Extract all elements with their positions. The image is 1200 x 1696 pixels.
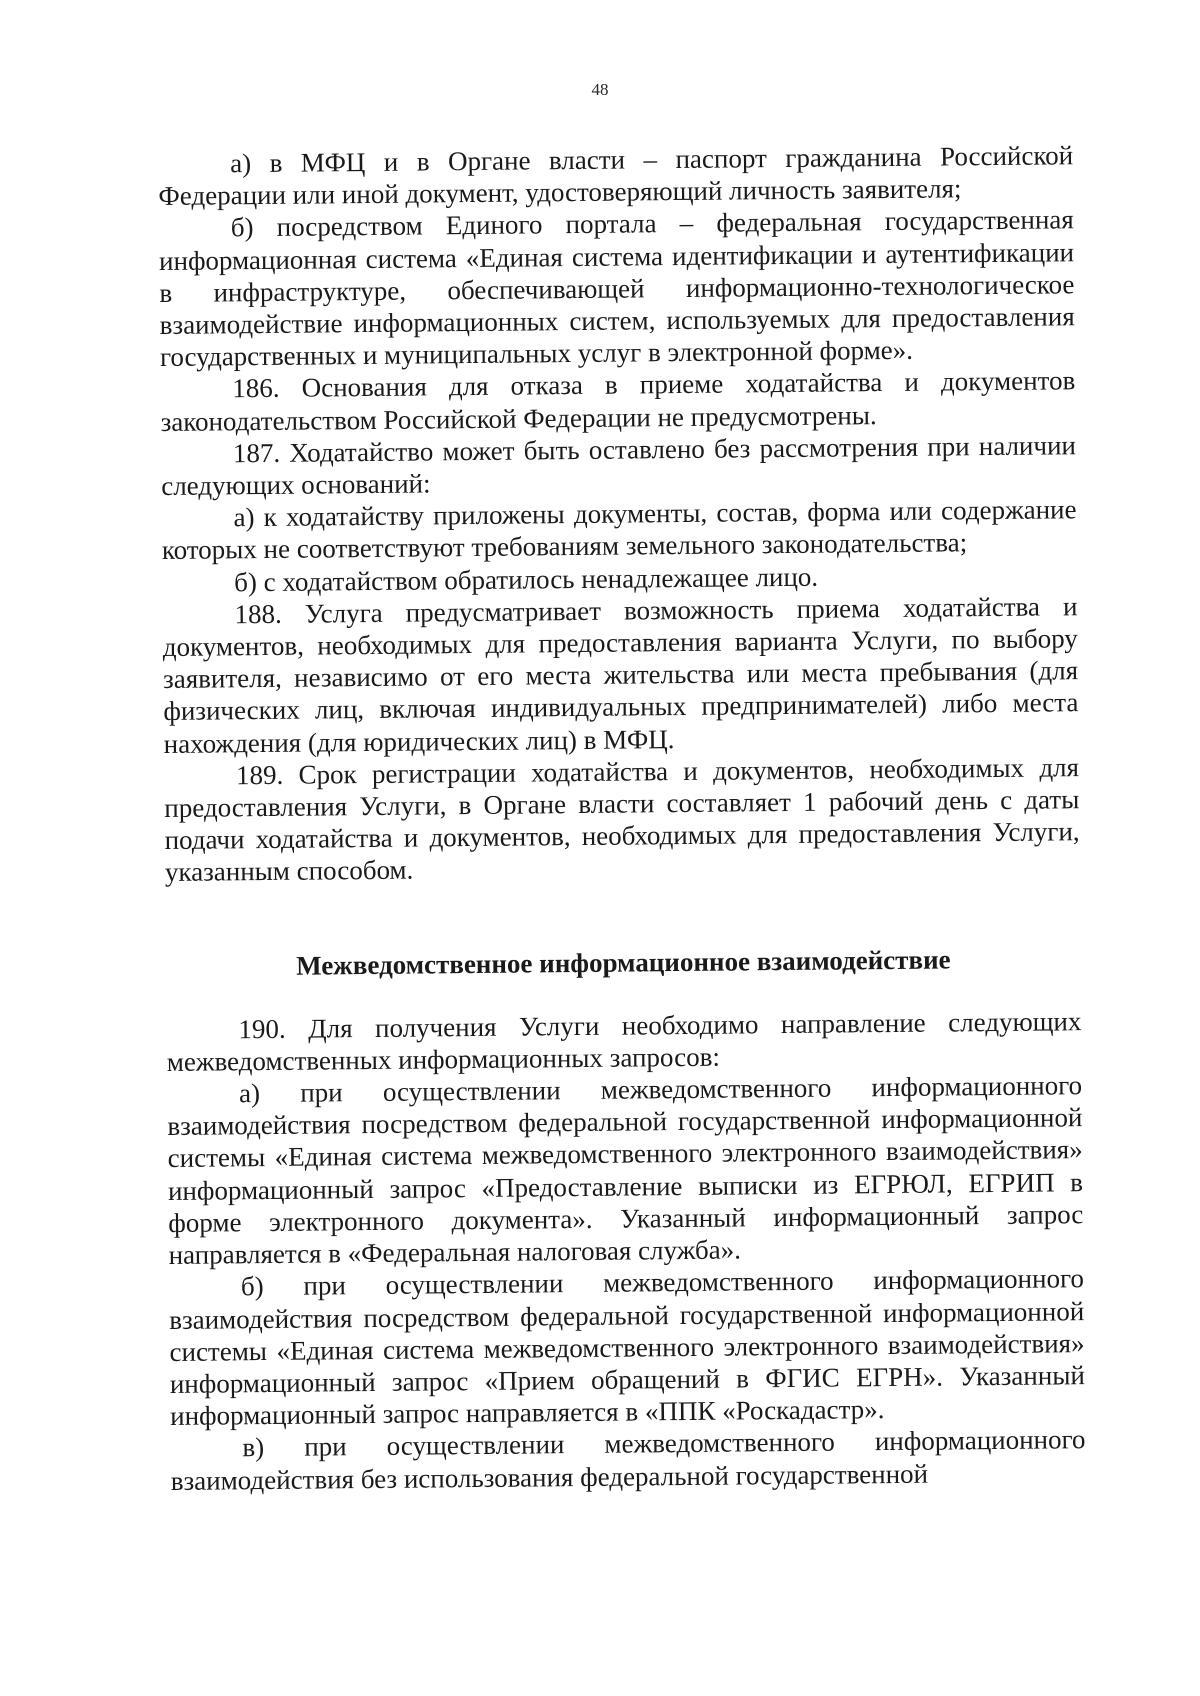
paragraph-188: 188. Услуга предусматривает возможность приема ходатайства и документов, необходимых для предоставления варианта Услуги, по выбору заявителя, независимо от его места жительства или места пребывания (для физических лиц, включая индивидуальных предпринимателей) либо места нахождения (для юридических лиц) в МФЦ. — [162, 591, 1079, 759]
paragraph-187-b: б) с ходатайством обратилось ненадлежащее лицо. — [234, 561, 819, 597]
paragraph-189: 189. Срок регистрации ходатайства и документов, необходимых для предоставления Услуги, в Органе власти составляет 1 рабочий день с даты подачи ходатайства и документов, необходимых для предоставления Услуги, указанным способом. — [164, 752, 1080, 888]
paragraph-passport-mfc: а) в МФЦ и в Органе власти – паспорт гражданина Российской Федерации или иной документ, удостоверяющий личность заявителя; — [158, 140, 1074, 212]
page-number: 48 — [591, 80, 609, 99]
paragraph-190-c: в) при осуществлении межведомственного информационного взаимодействия без использования федеральной государственной — [170, 1424, 1086, 1496]
paragraph-190-b: б) при осуществлении межведомственного информационного взаимодействия посредством федеральной государственной информационной системы «Единая система межведомственного электронного взаимодействия» информационный запрос «Прием обращений в ФГИС ЕГРН». Указанный информационный запрос направляется в «ППК «Роскадастр». — [169, 1263, 1085, 1432]
document-body — [158, 139, 1086, 1496]
paragraph-187-a: а) к ходатайству приложены документы, состав, форма или содержание которых не соответствуют требованиям земельного законодательства; — [161, 494, 1077, 566]
paragraph-190-a: а) при осуществлении межведомственного информационного взаимодействия посредством федеральной государственной информационной системы «Единая система межведомственного электронного взаимодействия» информационный запрос «Предоставление выписки из ЕГРЮЛ, ЕГРИП в форме электронного документа». Указанный информационный запрос направляется в «Федеральная налоговая служба». — [167, 1070, 1084, 1271]
paragraph-190: 190. Для получения Услуги необходимо направление следующих межведомственных информационных запросов: — [166, 1005, 1082, 1077]
section-heading: Межведомственное информационное взаимодействие — [295, 944, 951, 981]
paragraph-186: 186. Основания для отказа в приеме ходатайства и документов законодательством Российской Федерации не предусмотрены. — [160, 365, 1076, 437]
paragraph-unified-portal-esia: б) посредством Единого портала – федеральная государственная информационная система «Единая система идентификации и аутентификации в инфраструктуре, обеспечивающей информационно-технологическое взаимодействие информационных систем, используемых для предоставления государственных и муниципальных услуг в электронной форме». — [158, 204, 1075, 373]
paragraph-187: 187. Ходатайство может быть оставлено без рассмотрения при наличии следующих оснований: — [161, 430, 1077, 502]
